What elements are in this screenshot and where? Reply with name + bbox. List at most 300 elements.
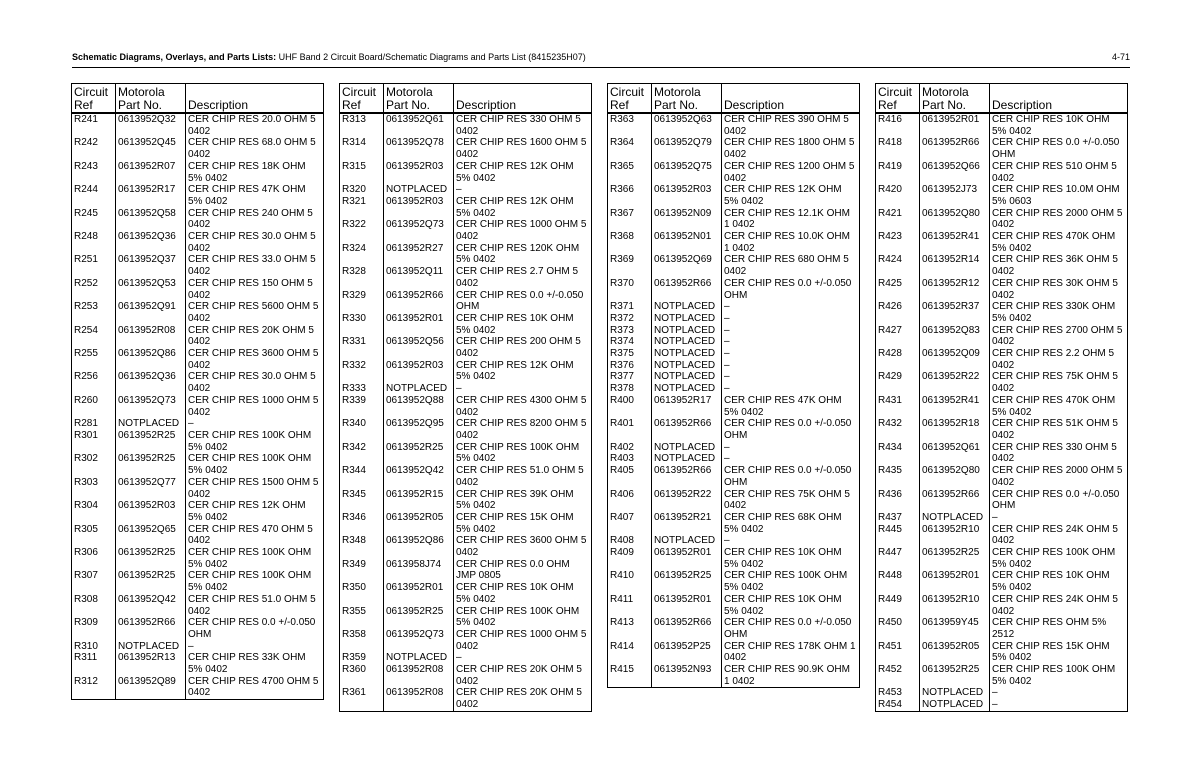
table-row	[608, 512, 860, 535]
table-row	[608, 453, 860, 465]
description: –	[722, 442, 860, 454]
circuit-ref: R402	[608, 442, 652, 454]
part-number: 0613952R66	[652, 617, 722, 640]
circuit-ref: R313	[340, 113, 384, 137]
circuit-ref: R303	[72, 477, 116, 500]
description: CER CHIP RES 0.0 +/-0.050 OHM	[990, 489, 1128, 512]
description: CER CHIP RES 12.1K OHM 1 0402	[722, 208, 860, 231]
header-part-no: Motorola Part No.	[920, 84, 990, 114]
part-number: NOTPLACED	[652, 383, 722, 395]
part-number: 0613952Q73	[384, 629, 454, 652]
part-number: NOTPLACED	[384, 383, 454, 395]
table-row	[876, 547, 1128, 570]
description: CER CHIP RES 10K OHM 5% 0402	[722, 547, 860, 570]
table-row	[72, 594, 324, 617]
circuit-ref: R367	[608, 208, 652, 231]
description: CER CHIP RES 100K OHM 5% 0402	[990, 547, 1128, 570]
description: CER CHIP RES 120K OHM 5% 0402	[454, 243, 592, 266]
table-row	[72, 524, 324, 547]
part-number: 0613952Q75	[652, 161, 722, 184]
table-row	[72, 395, 324, 418]
table-row	[72, 371, 324, 394]
parts-table	[339, 83, 592, 712]
part-number: 0613952R03	[384, 360, 454, 383]
circuit-ref: R452	[876, 664, 920, 687]
table-row	[876, 418, 1128, 441]
description: CER CHIP RES 68K OHM 5% 0402	[722, 512, 860, 535]
circuit-ref: R245	[72, 208, 116, 231]
table-row	[340, 113, 592, 137]
description: CER CHIP RES 30K OHM 5 0402	[990, 278, 1128, 301]
part-number: 0613952Q80	[920, 208, 990, 231]
table-row	[340, 137, 592, 160]
table-row	[876, 348, 1128, 371]
description: CER CHIP RES 510 OHM 5 0402	[990, 161, 1128, 184]
part-number: 0613952R05	[384, 512, 454, 535]
table-row	[72, 418, 324, 430]
table-row	[72, 547, 324, 570]
header-part-no: Motorola Part No.	[116, 84, 186, 114]
description: CER CHIP RES 51.0 OHM 5 0402	[454, 465, 592, 488]
circuit-ref: R429	[876, 371, 920, 394]
description: CER CHIP RES 3600 OHM 5 0402	[186, 348, 324, 371]
table-row	[340, 606, 592, 629]
parts-table-4	[875, 83, 1127, 712]
description: CER CHIP RES 0.0 +/-0.050 OHM	[722, 465, 860, 488]
header-part-no: Motorola Part No.	[384, 84, 454, 114]
description: CER CHIP RES 0.0 +/-0.050 OHM	[722, 418, 860, 441]
description: CER CHIP RES 680 OHM 5 0402	[722, 254, 860, 277]
table-row	[608, 348, 860, 360]
part-number: 0613952R25	[116, 547, 186, 570]
circuit-ref: R448	[876, 570, 920, 593]
circuit-ref: R407	[608, 512, 652, 535]
part-number: 0613952R25	[116, 570, 186, 593]
table-row	[340, 395, 592, 418]
description: –	[454, 184, 592, 196]
table-row	[608, 465, 860, 488]
title-bold: Schematic Diagrams, Overlays, and Parts Lists:	[72, 52, 277, 62]
part-number: 0613952Q69	[652, 254, 722, 277]
part-number: 0613952R21	[652, 512, 722, 535]
circuit-ref: R251	[72, 254, 116, 277]
circuit-ref: R365	[608, 161, 652, 184]
table-row	[340, 266, 592, 289]
part-number: 0613952R01	[652, 594, 722, 617]
parts-table	[875, 83, 1128, 712]
part-number: 0613952R41	[920, 231, 990, 254]
part-number: 0613952Q86	[384, 535, 454, 558]
circuit-ref: R449	[876, 594, 920, 617]
circuit-ref: R416	[876, 113, 920, 137]
table-row	[340, 664, 592, 687]
table-row	[608, 301, 860, 313]
table-row	[340, 559, 592, 582]
description: –	[722, 336, 860, 348]
circuit-ref: R406	[608, 489, 652, 512]
table-row	[340, 184, 592, 196]
part-number: 0613952R25	[384, 606, 454, 629]
table-row	[72, 325, 324, 348]
circuit-ref: R306	[72, 547, 116, 570]
description: CER CHIP RES 15K OHM 5% 0402	[454, 512, 592, 535]
description: –	[990, 512, 1128, 524]
description: CER CHIP RES 20K OHM 5 0402	[454, 664, 592, 687]
circuit-ref: R324	[340, 243, 384, 266]
table-row	[340, 465, 592, 488]
table-row	[72, 231, 324, 254]
circuit-ref: R312	[72, 676, 116, 700]
circuit-ref: R242	[72, 137, 116, 160]
part-number: 0613952R27	[384, 243, 454, 266]
table-row	[876, 489, 1128, 512]
part-number: 0613952Q73	[116, 395, 186, 418]
part-number: 0613952R01	[384, 313, 454, 336]
description: –	[722, 383, 860, 395]
table-row	[876, 137, 1128, 160]
part-number: 0613952R37	[920, 301, 990, 324]
circuit-ref: R373	[608, 325, 652, 337]
table-row	[340, 313, 592, 336]
part-number: 0613952R66	[116, 617, 186, 640]
table-row	[608, 547, 860, 570]
circuit-ref: R348	[340, 535, 384, 558]
part-number: 0613952R25	[116, 430, 186, 453]
circuit-ref: R360	[340, 664, 384, 687]
description: CER CHIP RES 330K OHM 5% 0402	[990, 301, 1128, 324]
circuit-ref: R328	[340, 266, 384, 289]
part-number: 0613952Q36	[116, 231, 186, 254]
part-number: 0613952R25	[116, 453, 186, 476]
part-number: NOTPLACED	[652, 313, 722, 325]
table-row	[72, 477, 324, 500]
circuit-ref: R425	[876, 278, 920, 301]
description: CER CHIP RES 12K OHM 5% 0402	[186, 500, 324, 523]
circuit-ref: R454	[876, 699, 920, 711]
description: CER CHIP RES 33.0 OHM 5 0402	[186, 254, 324, 277]
description: –	[990, 687, 1128, 699]
part-number: 0613952Q80	[920, 465, 990, 488]
description: CER CHIP RES 24K OHM 5 0402	[990, 594, 1128, 617]
description: –	[722, 348, 860, 360]
part-number: 0613952Q36	[116, 371, 186, 394]
circuit-ref: R401	[608, 418, 652, 441]
circuit-ref: R445	[876, 524, 920, 547]
header-circuit-ref: Circuit Ref	[72, 84, 116, 114]
description: CER CHIP RES 100K OHM 5% 0402	[186, 547, 324, 570]
page-title	[72, 52, 586, 62]
circuit-ref: R331	[340, 336, 384, 359]
part-number: 0613952R08	[384, 687, 454, 711]
title-rest: UHF Band 2 Circuit Board/Schematic Diagrams and Parts List (8415235H07)	[276, 52, 586, 62]
table-row	[608, 325, 860, 337]
description: CER CHIP RES 3600 OHM 5 0402	[454, 535, 592, 558]
part-number: 0613952Q56	[384, 336, 454, 359]
circuit-ref: R403	[608, 453, 652, 465]
circuit-ref: R411	[608, 594, 652, 617]
circuit-ref: R355	[340, 606, 384, 629]
circuit-ref: R241	[72, 113, 116, 137]
part-number: 0613952R25	[920, 664, 990, 687]
description: CER CHIP RES 10K OHM 5% 0402	[454, 582, 592, 605]
table-row	[876, 184, 1128, 207]
circuit-ref: R243	[72, 161, 116, 184]
description: –	[722, 325, 860, 337]
table-row	[876, 301, 1128, 324]
part-number: 0613952Q42	[384, 465, 454, 488]
description: CER CHIP RES 68.0 OHM 5 0402	[186, 137, 324, 160]
table-row	[608, 383, 860, 395]
circuit-ref: R435	[876, 465, 920, 488]
part-number: NOTPLACED	[652, 535, 722, 547]
description: CER CHIP RES 2700 OHM 5 0402	[990, 325, 1128, 348]
circuit-ref: R424	[876, 254, 920, 277]
circuit-ref: R378	[608, 383, 652, 395]
description: CER CHIP RES 15K OHM 5% 0402	[990, 641, 1128, 664]
table-row	[340, 336, 592, 359]
header-description: Description	[722, 84, 860, 114]
table-row	[608, 489, 860, 512]
table-row	[608, 254, 860, 277]
part-number: 0613952R66	[652, 278, 722, 301]
part-number: 0613952R25	[920, 547, 990, 570]
circuit-ref: R366	[608, 184, 652, 207]
description: –	[722, 301, 860, 313]
description: CER CHIP RES 10.0K OHM 1 0402	[722, 231, 860, 254]
circuit-ref: R254	[72, 325, 116, 348]
circuit-ref: R419	[876, 161, 920, 184]
table-row	[876, 465, 1128, 488]
part-number: NOTPLACED	[384, 652, 454, 664]
part-number: NOTPLACED	[652, 325, 722, 337]
circuit-ref: R405	[608, 465, 652, 488]
description: CER CHIP RES 1600 OHM 5 0402	[454, 137, 592, 160]
description: CER CHIP RES 10K OHM 5% 0402	[454, 313, 592, 336]
part-number: 0613952Q61	[920, 442, 990, 465]
parts-table	[607, 83, 860, 688]
part-number: 0613952R15	[384, 489, 454, 512]
description: CER CHIP RES 51K OHM 5 0402	[990, 418, 1128, 441]
circuit-ref: R428	[876, 348, 920, 371]
circuit-ref: R304	[72, 500, 116, 523]
description: CER CHIP RES 1000 OHM 5 0402	[454, 219, 592, 242]
description: CER CHIP RES 39K OHM 5% 0402	[454, 489, 592, 512]
description: CER CHIP RES 470 OHM 5 0402	[186, 524, 324, 547]
circuit-ref: R426	[876, 301, 920, 324]
table-row	[876, 570, 1128, 593]
part-number: NOTPLACED	[652, 371, 722, 383]
description: –	[722, 371, 860, 383]
parts-table	[71, 83, 324, 700]
circuit-ref: R321	[340, 196, 384, 219]
description: CER CHIP RES 30.0 OHM 5 0402	[186, 231, 324, 254]
part-number: 0613952R03	[116, 500, 186, 523]
description: CER CHIP RES 0.0 +/-0.050 OHM	[990, 137, 1128, 160]
circuit-ref: R413	[608, 617, 652, 640]
part-number: NOTPLACED	[920, 699, 990, 711]
part-number: 0613952R66	[652, 418, 722, 441]
part-number: 0613952P25	[652, 641, 722, 664]
table-row	[72, 453, 324, 476]
description: CER CHIP RES 12K OHM 5% 0402	[454, 360, 592, 383]
description: –	[722, 535, 860, 547]
description: CER CHIP RES 47K OHM 5% 0402	[186, 184, 324, 207]
part-number: 0613952R25	[652, 570, 722, 593]
description: CER CHIP RES OHM 5% 2512	[990, 617, 1128, 640]
table-row	[608, 535, 860, 547]
circuit-ref: R307	[72, 570, 116, 593]
part-number: 0613952R22	[652, 489, 722, 512]
circuit-ref: R374	[608, 336, 652, 348]
circuit-ref: R329	[340, 290, 384, 313]
description: CER CHIP RES 33K OHM 5% 0402	[186, 652, 324, 675]
description: CER CHIP RES 24K OHM 5 0402	[990, 524, 1128, 547]
part-number: 0613952N01	[652, 231, 722, 254]
table-row	[72, 348, 324, 371]
table-row	[876, 442, 1128, 465]
table-row	[876, 617, 1128, 640]
part-number: 0613952R01	[384, 582, 454, 605]
part-number: 0613952R10	[920, 594, 990, 617]
description: –	[186, 641, 324, 653]
description: CER CHIP RES 330 OHM 5 0402	[454, 113, 592, 137]
part-number: 0613952R18	[920, 418, 990, 441]
part-number: 0613952R66	[652, 465, 722, 488]
part-number: 0613952R66	[920, 489, 990, 512]
table-row	[608, 418, 860, 441]
description: CER CHIP RES 100K OHM 5% 0402	[722, 570, 860, 593]
circuit-ref: R372	[608, 313, 652, 325]
part-number: 0613952Q91	[116, 301, 186, 324]
description: –	[454, 383, 592, 395]
description: CER CHIP RES 10K OHM 5% 0402	[722, 594, 860, 617]
table-row	[608, 442, 860, 454]
description: CER CHIP RES 90.9K OHM 1 0402	[722, 664, 860, 688]
part-number: 0613952R10	[920, 524, 990, 547]
description: –	[454, 652, 592, 664]
circuit-ref: R253	[72, 301, 116, 324]
header-circuit-ref: Circuit Ref	[876, 84, 920, 114]
part-number: 0613952R41	[920, 395, 990, 418]
part-number: 0613952R14	[920, 254, 990, 277]
description: CER CHIP RES 30.0 OHM 5 0402	[186, 371, 324, 394]
page-number: 4-71	[1111, 52, 1130, 62]
circuit-ref: R375	[608, 348, 652, 360]
table-row	[876, 594, 1128, 617]
table-row	[72, 652, 324, 675]
part-number: 0613952R66	[384, 290, 454, 313]
description: CER CHIP RES 100K OHM 5% 0402	[186, 570, 324, 593]
part-number: 0613952Q95	[384, 418, 454, 441]
part-number: 0613952N09	[652, 208, 722, 231]
description: CER CHIP RES 4700 OHM 5 0402	[186, 676, 324, 700]
circuit-ref: R252	[72, 278, 116, 301]
part-number: 0613952Q61	[384, 113, 454, 137]
header-description: Description	[454, 84, 592, 114]
circuit-ref: R400	[608, 395, 652, 418]
description: CER CHIP RES 12K OHM 5% 0402	[454, 161, 592, 184]
part-number: 0613958J74	[384, 559, 454, 582]
table-row	[876, 699, 1128, 711]
table-row	[608, 336, 860, 348]
part-number: 0613952Q42	[116, 594, 186, 617]
part-number: 0613952R05	[920, 641, 990, 664]
part-number: NOTPLACED	[652, 348, 722, 360]
circuit-ref: R255	[72, 348, 116, 371]
circuit-ref: R437	[876, 512, 920, 524]
table-row	[340, 535, 592, 558]
description: CER CHIP RES 2000 OHM 5 0402	[990, 208, 1128, 231]
circuit-ref: R244	[72, 184, 116, 207]
part-number: 0613952Q65	[116, 524, 186, 547]
description: CER CHIP RES 0.0 OHM JMP 0805	[454, 559, 592, 582]
circuit-ref: R421	[876, 208, 920, 231]
circuit-ref: R434	[876, 442, 920, 465]
part-number: 0613952Q73	[384, 219, 454, 242]
circuit-ref: R364	[608, 137, 652, 160]
table-row	[608, 570, 860, 593]
circuit-ref: R431	[876, 395, 920, 418]
description: CER CHIP RES 10K OHM 5% 0402	[990, 570, 1128, 593]
description: CER CHIP RES 100K OHM 5% 0402	[454, 606, 592, 629]
header-part-no: Motorola Part No.	[652, 84, 722, 114]
table-row	[72, 641, 324, 653]
description: CER CHIP RES 20K OHM 5 0402	[454, 687, 592, 711]
part-number: 0613952R08	[384, 664, 454, 687]
table-row	[608, 278, 860, 301]
table-row	[72, 113, 324, 137]
table-row	[608, 313, 860, 325]
part-number: NOTPLACED	[652, 360, 722, 372]
table-row	[608, 641, 860, 664]
circuit-ref: R333	[340, 383, 384, 395]
circuit-ref: R342	[340, 442, 384, 465]
description: CER CHIP RES 51.0 OHM 5 0402	[186, 594, 324, 617]
part-number: NOTPLACED	[652, 453, 722, 465]
part-number: 0613952Q88	[384, 395, 454, 418]
description: CER CHIP RES 100K OHM 5% 0402	[186, 430, 324, 453]
table-row	[876, 208, 1128, 231]
part-number: 0613952R12	[920, 278, 990, 301]
part-number: 0613952R03	[384, 196, 454, 219]
table-row	[876, 687, 1128, 699]
table-row	[608, 395, 860, 418]
circuit-ref: R330	[340, 313, 384, 336]
circuit-ref: R340	[340, 418, 384, 441]
part-number: 0613952Q79	[652, 137, 722, 160]
table-row	[608, 371, 860, 383]
part-number: 0613952R13	[116, 652, 186, 675]
description: CER CHIP RES 1800 OHM 5 0402	[722, 137, 860, 160]
part-number: 0613952R17	[652, 395, 722, 418]
part-number: 0613952N93	[652, 664, 722, 688]
circuit-ref: R427	[876, 325, 920, 348]
table-row	[72, 676, 324, 700]
description: CER CHIP RES 12K OHM 5% 0402	[722, 184, 860, 207]
part-number: 0613952R01	[652, 547, 722, 570]
table-row	[608, 208, 860, 231]
description: CER CHIP RES 150 OHM 5 0402	[186, 278, 324, 301]
table-row	[72, 278, 324, 301]
description: –	[722, 453, 860, 465]
table-row	[608, 161, 860, 184]
part-number: 0613952Q89	[116, 676, 186, 700]
part-number: 0613952R01	[920, 113, 990, 137]
part-number: NOTPLACED	[652, 336, 722, 348]
part-number: 0613952R08	[116, 325, 186, 348]
table-row	[340, 383, 592, 395]
description: CER CHIP RES 200 OHM 5 0402	[454, 336, 592, 359]
